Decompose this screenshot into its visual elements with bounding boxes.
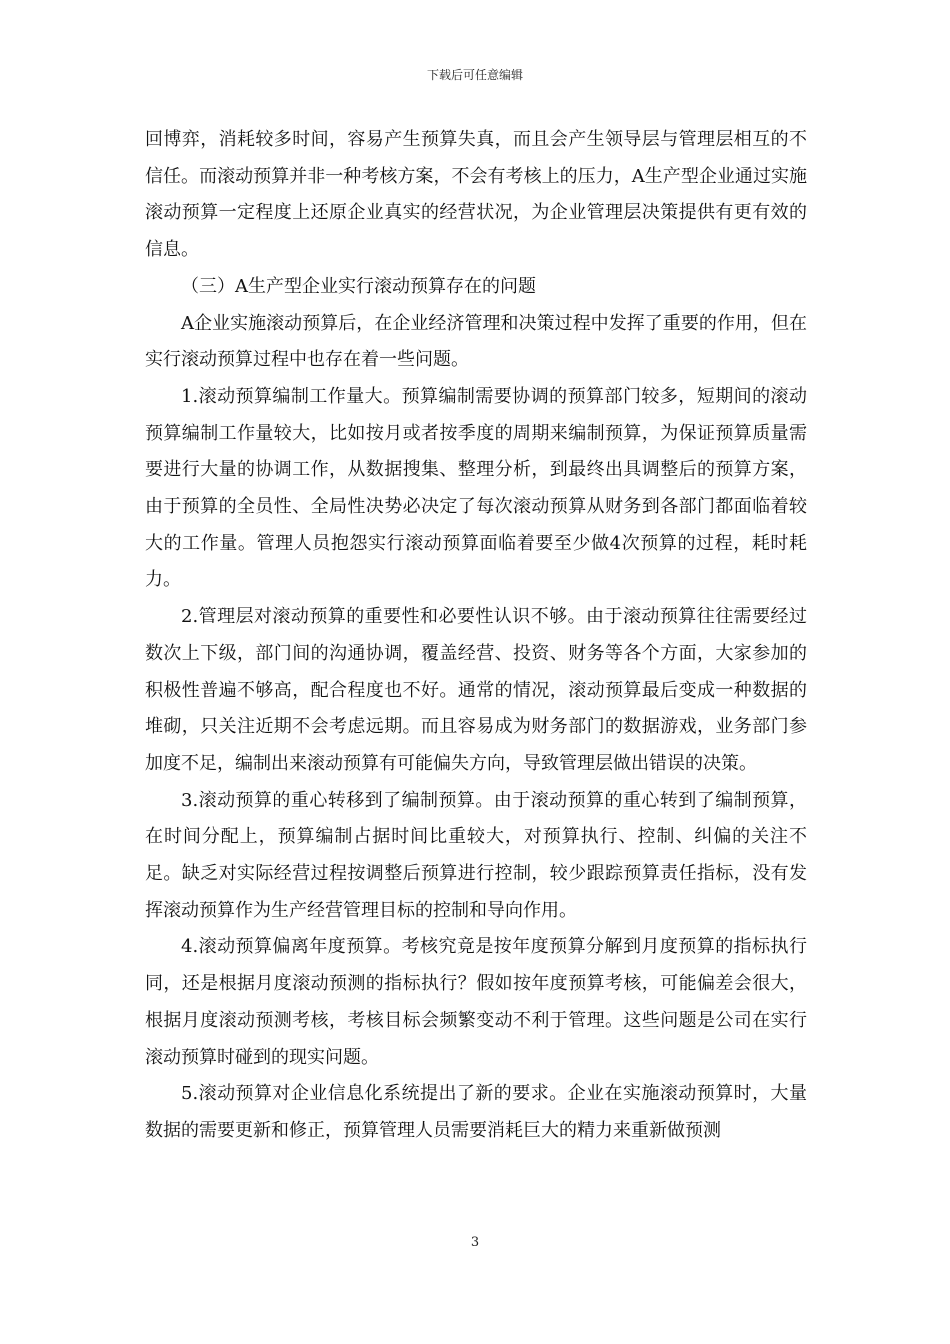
paragraph-item-5: 5.滚动预算对企业信息化系统提出了新的要求。企业在实施滚动预算时，大量数据的需要更新和修正，预算管理人员需要消耗巨大的精力来重新做预测 bbox=[145, 1083, 807, 1141]
paragraph-item-1: 1.滚动预算编制工作量大。预算编制需要协调的预算部门较多，短期间的滚动预算编制工作量较大，比如按月或者按季度的周期来编制预算，为保证预算质量需要进行大量的协调工作，从数据搜集、整理分析，到最终出具调整后的预算方案，由于预算的全员性、全局性决势必决定了每次滚动预算从财务到各部门都面临着较大的工作量。管理人员抱怨实行滚动预算面临着要至少做4次预算的过程，耗时耗力。 bbox=[145, 385, 807, 591]
page-header: 下载后可任意编辑 bbox=[426, 68, 523, 82]
document-body bbox=[145, 122, 807, 1150]
paragraph-intro: A企业实施滚动预算后，在企业经济管理和决策过程中发挥了重要的作用，但在实行滚动预算过程中也存在着一些问题。 bbox=[145, 312, 807, 371]
paragraph-item-2: 2.管理层对滚动预算的重要性和必要性认识不够。由于滚动预算往往需要经过数次上下级，部门间的沟通协调，覆盖经营、投资、财务等各个方面，大家参加的积极性普遍不够高，配合程度也不好。通常的情况，滚动预算最后变成一种数据的堆砌，只关注近期不会考虑远期。而且容易成为财务部门的数据游戏，业务部门参加度不足，编制出来滚动预算有可能偏失方向，导致管理层做出错误的决策。 bbox=[145, 606, 807, 774]
section-heading: （三）A生产型企业实行滚动预算存在的问题 bbox=[181, 275, 536, 297]
paragraph-continuation: 回博弈，消耗较多时间，容易产生预算失真，而且会产生领导层与管理层相互的不信任。而滚动预算并非一种考核方案，不会有考核上的压力，A生产型企业通过实施滚动预算一定程度上还原企业真实的经营状况，为企业管理层决策提供有更有效的信息。 bbox=[145, 129, 807, 261]
paragraph-item-3: 3.滚动预算的重心转移到了编制预算。由于滚动预算的重心转到了编制预算，在时间分配上，预算编制占据时间比重较大，对预算执行、控制、纠偏的关注不足。缺乏对实际经营过程按调整后预算进行控制，较少跟踪预算责任指标，没有发挥滚动预算作为生产经营管理目标的控制和导向作用。 bbox=[145, 789, 807, 921]
paragraph-item-4: 4.滚动预算偏离年度预算。考核究竟是按年度预算分解到月度预算的指标执行同，还是根据月度滚动预测的指标执行？假如按年度预算考核，可能偏差会很大，根据月度滚动预测考核，考核目标会频繁变动不利于管理。这些问题是公司在实行滚动预算时碰到的现实问题。 bbox=[145, 936, 807, 1068]
page-number: 3 bbox=[470, 1235, 480, 1250]
